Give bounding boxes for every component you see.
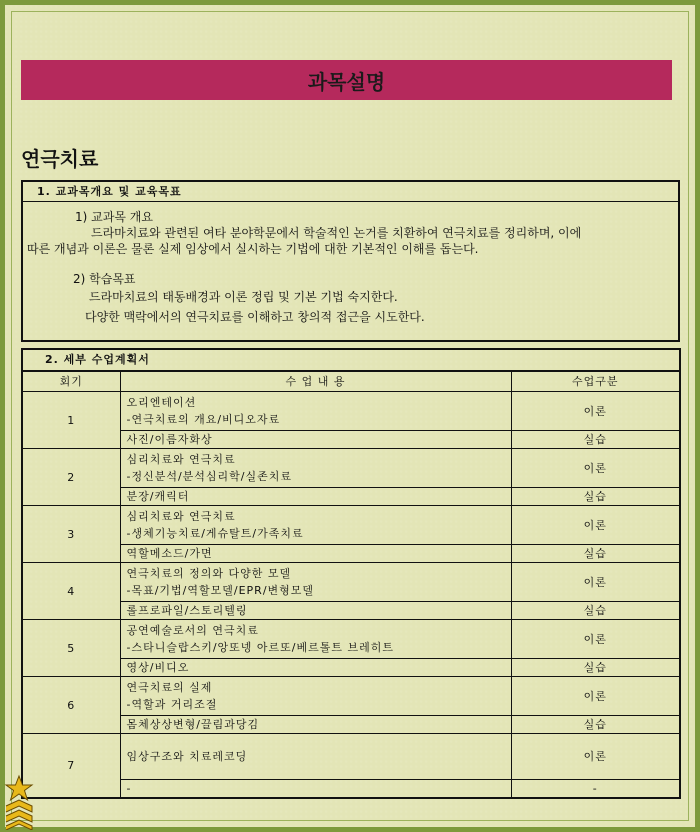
- class-type-theory: 이론: [511, 734, 680, 780]
- course-overview-box: [21, 180, 680, 342]
- class-type-practice: 실습: [511, 716, 680, 734]
- theory-detail: -스타니슬랍스키/앙또넹 아르또/베르톨트 브레히트: [126, 641, 395, 654]
- table-row: [22, 659, 680, 677]
- goals-text-line2: 다양한 맥락에서의 연극치료를 이해하고 창의적 접근을 시도한다.: [85, 310, 425, 324]
- theory-title: 심리치료와 연극치료: [126, 510, 236, 523]
- table-row: [22, 780, 680, 799]
- class-type-practice: 실습: [511, 545, 680, 563]
- class-type-practice: 실습: [511, 488, 680, 506]
- theory-detail: -생체기능치료/게슈탈트/가족치료: [126, 527, 304, 540]
- header-type: 수업구분: [511, 371, 680, 392]
- session-number: 6: [22, 677, 120, 734]
- theory-title: 임상구조와 치료레코딩: [126, 750, 248, 763]
- table-row: [22, 431, 680, 449]
- practice-content: 롤프로파일/스토리텔링: [120, 602, 511, 620]
- theory-content: [120, 734, 511, 780]
- theory-content: [120, 677, 511, 716]
- practice-content: 영상/비디오: [120, 659, 511, 677]
- table-row: [22, 677, 680, 716]
- practice-content: -: [120, 780, 511, 799]
- table-row: [22, 488, 680, 506]
- table-row: [22, 620, 680, 659]
- header-session: 회기: [22, 371, 120, 392]
- practice-content: 몸체상상변형/끌림과당김: [120, 716, 511, 734]
- theory-title: 공연예술로서의 연극치료: [126, 624, 259, 637]
- theory-detail: -역할과 거리조절: [126, 698, 218, 711]
- theory-content: [120, 563, 511, 602]
- theory-title: 연극치료의 실제: [126, 681, 213, 694]
- lesson-plan-table: [21, 370, 681, 799]
- page-title-banner: [21, 60, 672, 100]
- table-row: [22, 449, 680, 488]
- goals-label: 2) 학습목표: [73, 272, 136, 286]
- session-number: 2: [22, 449, 120, 506]
- subject-title: 연극치료: [21, 147, 99, 171]
- class-type-practice: 실습: [511, 431, 680, 449]
- table-row: [22, 734, 680, 780]
- session-number: 5: [22, 620, 120, 677]
- section1-heading: 1. 교과목개요 및 교육목표: [23, 182, 678, 202]
- overview-text-line1: 드라마치료와 관련된 여타 분야학문에서 학술적인 논거를 치환하여 연극치료를 정리하며, 이에: [91, 226, 582, 240]
- table-row: [22, 392, 680, 431]
- practice-content: 분장/캐릭터: [120, 488, 511, 506]
- class-type-theory: 이론: [511, 506, 680, 545]
- table-row: [22, 563, 680, 602]
- table-row: [22, 602, 680, 620]
- theory-detail: -연극치료의 개요/비디오자료: [126, 413, 281, 426]
- session-number: 7: [22, 734, 120, 799]
- class-type-theory: 이론: [511, 449, 680, 488]
- table-row: [22, 545, 680, 563]
- class-type-practice: 실습: [511, 602, 680, 620]
- session-number: 3: [22, 506, 120, 563]
- session-number: 4: [22, 563, 120, 620]
- class-type-theory: 이론: [511, 392, 680, 431]
- table-row: [22, 506, 680, 545]
- theory-title: 연극치료의 정의와 다양한 모델: [126, 567, 292, 580]
- theory-title: 오리엔테이션: [126, 396, 197, 409]
- theory-detail: -목표/기법/역할모델/EPR/변형모델: [126, 584, 315, 597]
- rank-badge-icon: [4, 774, 34, 830]
- class-type-theory: 이론: [511, 620, 680, 659]
- session-number: 1: [22, 392, 120, 449]
- header-content: 수 업 내 용: [120, 371, 511, 392]
- goals-text-line1: 드라마치료의 태동배경과 이론 정립 및 기본 기법 숙지한다.: [89, 290, 398, 304]
- class-type-practice: -: [511, 780, 680, 799]
- class-type-theory: 이론: [511, 677, 680, 716]
- overview-label: 1) 교과목 개요: [75, 210, 153, 224]
- theory-content: [120, 620, 511, 659]
- class-type-practice: 실습: [511, 659, 680, 677]
- section2-heading: 2. 세부 수업계획서: [21, 348, 681, 370]
- theory-content: [120, 506, 511, 545]
- theory-title: 심리치료와 연극치료: [126, 453, 236, 466]
- table-row: [22, 716, 680, 734]
- overview-text-line2: 따른 개념과 이론은 물론 실제 임상에서 실시하는 기법에 대한 기본적인 이해를 돕는다.: [27, 242, 479, 256]
- table-header-row: [22, 371, 680, 392]
- page-title: 과목설명: [307, 69, 386, 94]
- theory-detail: -정신분석/분석심리학/실존치료: [126, 470, 293, 483]
- theory-content: [120, 449, 511, 488]
- practice-content: 역할메소드/가면: [120, 545, 511, 563]
- class-type-theory: 이론: [511, 563, 680, 602]
- theory-content: [120, 392, 511, 431]
- practice-content: 사진/이름자화상: [120, 431, 511, 449]
